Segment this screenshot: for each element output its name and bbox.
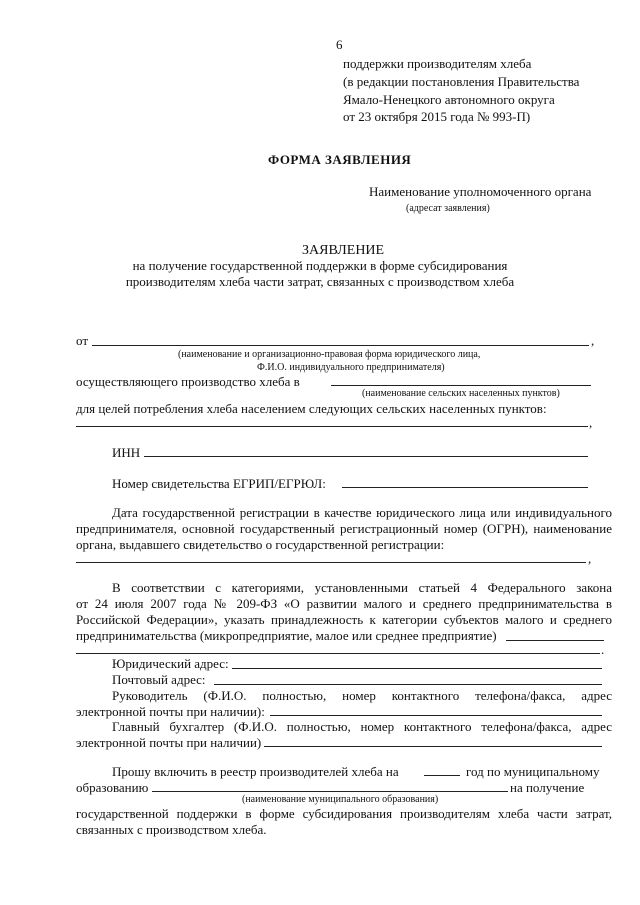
header-line-3: Ямало-Ненецкого автономного округа (343, 92, 555, 107)
legal-address-field-line[interactable] (232, 668, 602, 669)
category-field-line-2[interactable] (76, 653, 600, 654)
director-field-line[interactable] (270, 715, 602, 716)
request-caption: (наименование муниципального образования) (242, 794, 439, 805)
category-line-1: В соответствии с категориями, установленными статьей 4 Федерального закона (112, 580, 612, 595)
request-line-2a: образованию (76, 780, 149, 795)
legal-address-label: Юридический адрес: (112, 656, 229, 671)
director-line-2: электронной почты при наличии): (76, 704, 265, 719)
category-line-2: от 24 июля 2007 года № 209-ФЗ «О развитии малого и среднего предпринимательства в (76, 596, 612, 611)
from-label: от (76, 333, 89, 348)
request-line-1a: Прошу включить в реестр производителей хлеба на (112, 764, 399, 779)
from-comma: , (591, 333, 595, 348)
registration-comma: , (588, 551, 592, 566)
request-line-3: государственной поддержки в форме субсидирования производителям хлеба части затрат, (76, 806, 612, 821)
statement-subtitle-2: производителям хлеба части затрат, связанных с производством хлеба (125, 274, 515, 289)
purpose-label: для целей потребления хлеба населением следующих сельских населенных пунктов: (76, 401, 547, 416)
registration-line-1: Дата государственной регистрации в качестве юридического лица или индивидуального (112, 505, 612, 520)
inn-field-line[interactable] (144, 456, 588, 457)
category-field-line-1[interactable] (506, 640, 604, 641)
inn-label: ИНН (112, 445, 141, 460)
addressee-caption: (адресат заявления) (406, 203, 490, 214)
from-field-line[interactable] (92, 345, 589, 346)
accountant-field-line[interactable] (264, 746, 602, 747)
form-title: ФОРМА ЗАЯВЛЕНИЯ (268, 152, 412, 167)
request-year-field[interactable] (424, 775, 460, 776)
from-caption-2: Ф.И.О. индивидуального предпринимателя) (257, 362, 445, 373)
director-line-1: Руководитель (Ф.И.О. полностью, номер контактного телефона/факса, адрес (112, 688, 612, 703)
accountant-line-1: Главный бухгалтер (Ф.И.О. полностью, номер контактного телефона/факса, адрес (112, 719, 612, 734)
statement-subtitle-1: на получение государственной поддержки в форме субсидирования (132, 258, 508, 273)
registration-line-2: предпринимателя, основной государственный регистрационный номер (ОГРН), наименование (76, 521, 612, 536)
category-line-3: Российской Федерации», указать принадлежность к категории субъектов малого и среднего (76, 612, 612, 627)
category-line-4: предпринимательства (микропредприятие, малое или среднее предприятие) (76, 628, 497, 643)
request-municipality-field[interactable] (152, 791, 508, 792)
certificate-field-line[interactable] (342, 487, 588, 488)
purpose-field-line[interactable] (76, 426, 588, 427)
production-label: осуществляющего производство хлеба в (76, 374, 300, 389)
statement-title: ЗАЯВЛЕНИЕ (302, 243, 385, 258)
postal-address-field-line[interactable] (214, 684, 602, 685)
postal-address-label: Почтовый адрес: (112, 672, 206, 687)
request-line-4: связанных с производством хлеба. (76, 822, 267, 837)
header-line-4: от 23 октября 2015 года № 993-П) (343, 109, 531, 124)
accountant-line-2: электронной почты при наличии) (76, 735, 262, 750)
purpose-comma: , (589, 415, 593, 430)
header-line-2: (в редакции постановления Правительства (343, 74, 580, 89)
addressee-label: Наименование уполномоченного органа (369, 184, 592, 199)
registration-line-3: органа, выдавшего свидетельство о государственной регистрации: (76, 537, 445, 552)
certificate-label: Номер свидетельства ЕГРИП/ЕГРЮЛ: (112, 476, 326, 491)
production-field-line[interactable] (331, 385, 591, 386)
production-caption: (наименование сельских населенных пунктов) (362, 388, 560, 399)
category-dot: . (601, 642, 605, 657)
request-line-2b: на получение (510, 780, 585, 795)
request-line-1b: год по муниципальному (466, 764, 600, 779)
from-caption-1: (наименование и организационно-правовая форма юридического лица, (178, 349, 481, 360)
header-line-1: поддержки производителям хлеба (343, 56, 532, 71)
registration-field-line[interactable] (76, 562, 586, 563)
page-number: 6 (336, 37, 343, 52)
